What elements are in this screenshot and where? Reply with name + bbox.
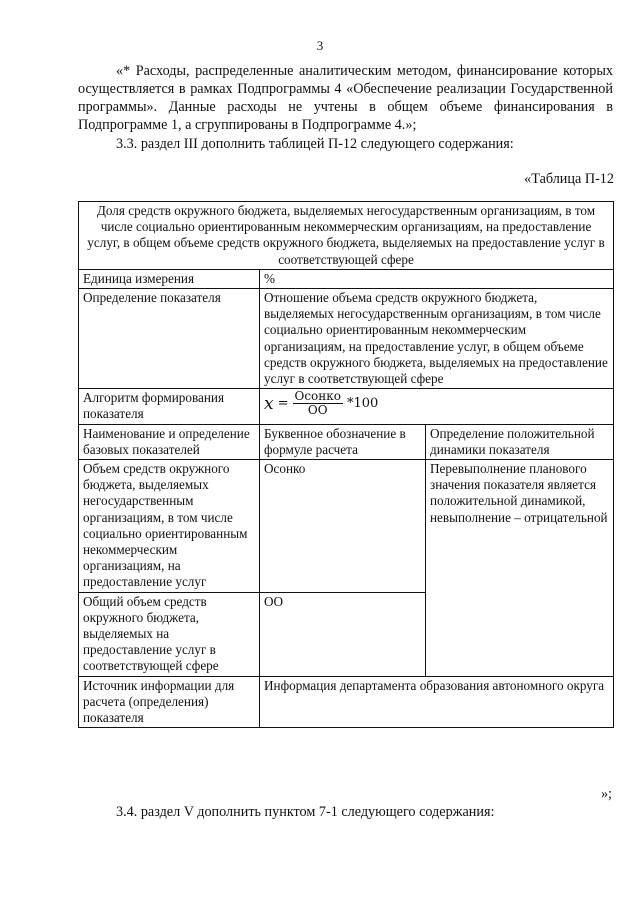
row2-name: Общий объем средств окружного бюджета, выделяемых на предоставление услуг в соответствующей сфере [79, 592, 260, 676]
table-row-definition [79, 289, 614, 389]
algorithm-label: Алгоритм формирования показателя [79, 389, 260, 424]
header-symbol: Буквенное обозначение в формуле расчета [260, 424, 426, 459]
paragraph-section-3-4: 3.4. раздел V дополнить пунктом 7-1 следующего содержания: [116, 804, 495, 820]
paragraph-expenses-note: «* Расходы, распределенные аналитическим методом, финансирование которых осуществляется в рамках Подпрограммы 4 «Обеспечение реализации Государственной программы». Данные расходы не учтены в общем объеме финансирования в Подпрограмме 1, а сгруппированы в Подпрограмме 4.»; [78, 63, 613, 133]
table-row-unit [79, 269, 614, 288]
unit-label: Единица измерения [79, 269, 260, 288]
formula-numerator: Осонко [294, 389, 342, 404]
unit-value: % [260, 269, 614, 288]
page-number: 3 [316, 38, 324, 53]
source-value: Информация департамента образования автономного округа [260, 676, 614, 728]
formula-variable: x [264, 393, 274, 414]
closing-mark: »; [600, 786, 612, 802]
formula-cell [260, 389, 614, 424]
definition-label: Определение показателя [79, 289, 260, 389]
row1-dynamics: Перевыполнение планового значения показателя является положительной динамикой, невыполнение – отрицательной [426, 460, 614, 677]
formula-fraction [293, 390, 344, 417]
row1-symbol: Осонко [260, 460, 426, 593]
header-base-indicators: Наименование и определение базовых показателей [79, 424, 260, 459]
formula-multiplier: *100 [347, 395, 379, 411]
table-title: Доля средств окружного бюджета, выделяемых негосударственным организациям, в том числе социально ориентированным некоммерческим организациям, на предоставление услуг, в общем объеме средств окружного бюджета, выделяемых на предоставление услуг в соответствующей сфере [79, 202, 614, 270]
definition-value: Отношение объема средств окружного бюджета, выделяемых негосударственным организациям, в том числе социально ориентированным некоммерческим организациям, на предоставление услуг, в общем объеме средств окружного бюджета, выделяемых на предоставление услуг в соответствующей сфере [260, 289, 614, 389]
formula [264, 390, 609, 417]
table-caption: «Таблица П-12 [524, 171, 614, 187]
table-title-row [79, 202, 614, 270]
source-label: Источник информации для расчета (определения) показателя [79, 676, 260, 728]
header-dynamics: Определение положительной динамики показателя [426, 424, 614, 459]
formula-equals: = [277, 395, 289, 411]
paragraph-section-3-3: 3.3. раздел III дополнить таблицей П-12 следующего содержания: [116, 136, 514, 152]
row2-symbol: ОО [260, 592, 426, 676]
table-row [79, 460, 614, 593]
formula-denominator: ОО [307, 403, 328, 418]
table-row-algorithm [79, 389, 614, 424]
indicator-table [78, 201, 614, 728]
table-header-row [79, 424, 614, 459]
row1-name: Объем средств окружного бюджета, выделяемых негосударственным организациям, в том числе социально ориентированным некоммерческим организациям, на предоставление услуг [79, 460, 260, 593]
table-row-source [79, 676, 614, 728]
